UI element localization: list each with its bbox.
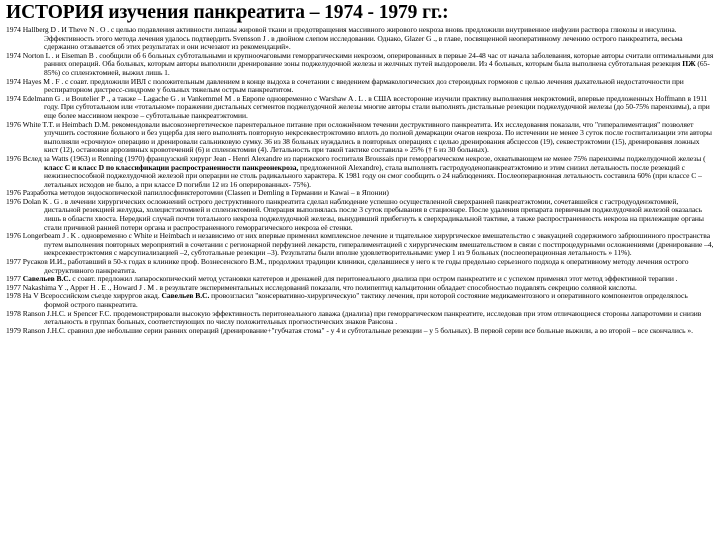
entry-text: Norton L . и Eiseman B . сообщили об 6 больных субтотальными и крупноочаговыми геморрагическими некрозом, оперированных в первые 24-48 час от начала заболевания, которые авторы считали оптимальными для ранних операций. Оба больных, которым авторы выполнили дренирование зоны поджелудочной железы и желчных путей выздоровели. Из 4 больных, которым была выполнена субтотальная резекция ПЖ (65-85%) со спленэктомией, выжил лишь 1. — [22, 50, 714, 77]
entry-year: 1976 — [6, 188, 21, 198]
history-entry — [4, 26, 714, 52]
history-entry — [4, 78, 714, 95]
entry-year: 1977 — [6, 274, 21, 284]
entry-year: 1977 — [6, 257, 21, 267]
entry-year: 1978 — [6, 308, 21, 318]
page-title: ИСТОРИЯ изучения панкреатита – 1974 - 1979 гг.: — [6, 2, 449, 23]
entry-text: Ranson J.H.C. сравнил две небольшие серии ранних операций (дренирование+"губчатая стома" - у 4 и субтотальные резекции – у 5 больных). В первой серии все больные выжили, а во второй – все скончались ». — [22, 325, 693, 335]
history-entry — [4, 327, 714, 336]
entry-text: Разработка методов эндоскопической папиллосфинктеротомии (Classen и Demling в Германии и Kawai – в Японии) — [22, 188, 389, 198]
history-entry — [4, 52, 714, 78]
entry-year: 1974 — [6, 93, 21, 103]
history-entry — [4, 198, 714, 232]
entry-text: Савельев В.С. с соавт. предложил лапароскопический метод установки катетеров и дренажей для перитонеального диализа при остром панкреатите и с успехом применял этот метод эффективной терапии . — [22, 274, 678, 284]
entry-text: Hayes M . F . с соавт. предложили ИВЛ с положительным давлением в конце выдоха в сочетании с введением фармакологических доз стероидных гормонов с целью лечения дыхательной недостаточности при респираторном дистресс-синдроме у больных тяжелым острым панкреатитом. — [22, 76, 684, 95]
history-entry — [4, 232, 714, 258]
entry-text: Edelmann G . и Boutelier P ., а также – Lagache G . и Vankemmel M . в Европе одновременно с Warshaw A . L . в США всесторонне изучили практику выполнения некрэктомий, впервые предложенных Hoffmann в 1911 году. При субтотальном или «тотальном» поражении дистальных сегментов поджелудочной железы многие авторы стали выполнять дистальные резекции поджелудочной железы (до 50-75% паренхимы), а при еще более массивном некрозе – субтотальные панкреатэктомии. — [22, 93, 710, 120]
history-entry-list — [4, 26, 714, 538]
history-entry — [4, 121, 714, 155]
entry-year: 1977 — [6, 282, 21, 292]
entry-text: Ranson J.H.C. и Spencer F.C. продемонстрировали высокую эффективность перитонеального лаважа (диализа) при геморрагическом панкреатите, исследовав при этом отличающиеся стороны лапаротомии и снизив летальность в группах больных, соответствующих по числу положительных прогностических знаков Рансона . — [22, 308, 702, 327]
entry-text: Nakashima Y ., Apper H . E ., Howard J . M . в результате экспериментальных исследований показали, что полипептид кальцитонин обладает способностью подавлять секрецию соляной кислоты. — [22, 282, 637, 292]
history-entry — [4, 310, 714, 327]
entry-year: 1974 — [6, 26, 21, 34]
entry-year: 1976 — [6, 231, 21, 241]
entry-year: 1976 — [6, 153, 21, 163]
entry-year: 1976 — [6, 119, 21, 129]
entry-year: 1974 — [6, 76, 21, 86]
entry-year: 1976 — [6, 196, 21, 206]
history-entry — [4, 155, 714, 189]
entry-text: Русаков И.И., работавший в 50-х годах в клинике проф. Вознесенского В.М., продолжил традиции клиники, сделавшиеся у него к те годы предельно серьезного подхода к оперативному методу лечения острого деструктивного панкреатита. — [22, 257, 689, 275]
history-entry — [4, 258, 714, 275]
entry-text: Вслед за Watts (1963) и Renning (1970) французский хирург Jean - Henri Alexandre из парижского госпиталя Broussais при геморрагическом некрозе, охватывающем не менее 75% паренхимы поджелудочной железы ( класс C и класс D по классификации распространенности панкреонекроза, предложенной Alexandre), стала выполнять гастродуоденопанкреатэктомию и этим снизил летальность после резекций с нежизнеспособной поджелудочной железой при операции не столь радикального характера. К 1981 году он смог сообщить о 24 наблюдениях. Послеоперационная летальность составила 60% (при классе C – летальных исходов не было, а при классе D погибли 12 из 16 оперированных- 75%). — [22, 153, 706, 189]
entry-text: Dolan K . G . в лечении хирургических осложнений острого деструктивного панкреатита сделал наблюдение успешно осуществленной сверхранней панкреатэктомии, сочетавшейся с гастродуоденэктомией, дистальной резекцией желудка, холецистэктомией и спленэктомией. Операция выполнялась после 3 суток пребывания в стационаре. После удаления препарата первичным поджелудочной железой оказалась лишь в области хвоста. Нередкий случай почти тотального некроза поджелудочной железы, вынудивший прибегнуть к сверхрадикальной тактике, а также распространенность некроза на прилежащие органы стали причиной ранней потери органа и распространенного геморрагического некроза её стенки. — [22, 196, 704, 232]
entry-year: 1974 — [6, 50, 21, 60]
history-entry — [4, 292, 714, 309]
history-entry — [4, 95, 714, 121]
entry-text: На V Всероссийском съезде хирургов акад. Савельев В.С. провозгласил "консервативно-хирургическую" тактику лечения, при которой состояние медикаментозного и оперативного компонентов определялось формой острого панкреатита. — [22, 291, 688, 309]
entry-year: 1979 — [6, 325, 21, 335]
entry-year: 1978 — [6, 291, 21, 301]
entry-text: Hallberg D . И Theve N . O . с целью подавления активности липазы жировой ткани и предотвращения массивного жирового некроза вновь предложили внутривенное инфузии раствора глюкозы и инсулина. Эффективность этого метода лечения удалось подтвердить Svensson J . в двойном слепом исследовании. Однако, Glazer G ., в главе, посвященной неоперативному лечению острого панкреатита, весьма сдержанно отзывается об этих результатах и они исчезают из рекомендаций». — [22, 26, 683, 52]
entry-text: White T.T. и Heimbach D.M. рекомендовали высокоэнергетическое парентеральное питание при осложнённом течении деструктивного панкреатита. Их исследования показали, что "гипералиментация" позволяет улучшить состояние больного и без ущерба для него выполнять повторную некрсеквестрэктомию вплоть до полной демаркации очагов некроза. По истечении не менее 3 суток после госпитализации эти авторы выполняли «срочную» операцию и дренировали сальниковую сумку. 36 из 38 больных нуждались в повторных операциях с целью дренирования абсцессов (19), секвестрэктомии (15), дренирования ложных кист (12), остановки аррозивных кровотечений (6) и спленэктомии (4). Летальность при такой тактике составила » 25% († 6 из 30 больных). — [22, 119, 712, 155]
entry-text: Longerbeam J . K . одновременно с White и Heimbach и независимо от них впервые применил комплексное лечение и тщательное хирургическое вмешательство с эвакуацией содержимого забрюшинного пространства путем выполнения повторных мероприятий в сочетании с регионарной перфузией лекарств, гипералиментацией с хирургическим вмешательством в связи с постпроцедурными осложнениями (дренирование –4, некрсеквестрэктомия с марсупиализацией –2, субтотальные резекции –3). Результаты были вполне удовлетворительными: умер 1 из 9 больных (послеоперационная летальность » 11%). — [22, 231, 714, 258]
